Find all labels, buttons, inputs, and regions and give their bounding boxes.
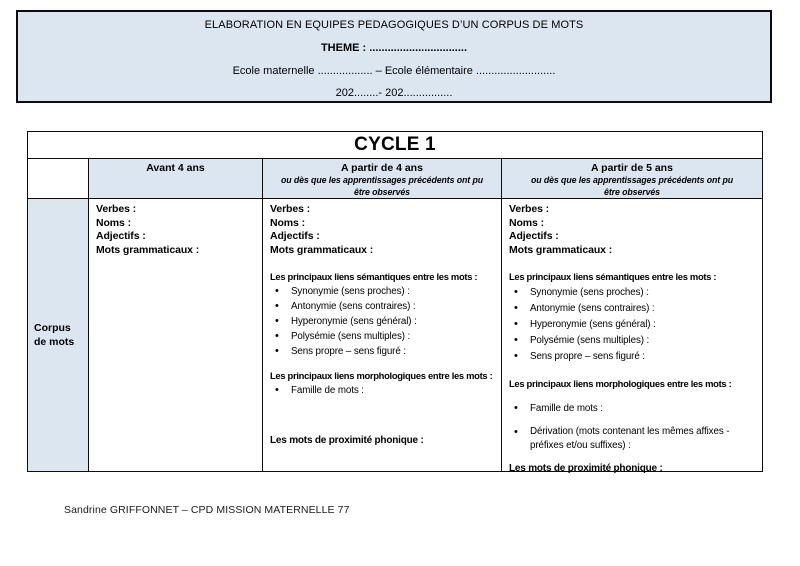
semantic-links-heading: Les principaux liens sémantiques entre les mots : (509, 271, 717, 282)
bullet-antonymie: • Antonymie (sens contraires) : (270, 299, 495, 314)
bullet-synonymie: • Synonymie (sens proches) : (509, 285, 756, 300)
header-box (16, 10, 772, 103)
category-noms: Noms : (96, 216, 131, 229)
bullet-sens-propre-figure: • Sens propre – sens figuré : (509, 349, 756, 364)
footer-credit: Sandrine GRIFFONNET – CPD MISSION MATERNELLE 77 (64, 504, 350, 516)
category-adjectifs: Adjectifs : (270, 230, 320, 242)
semantic-links-heading: Les principaux liens sémantiques entre les mots : (270, 271, 478, 282)
document-title: ELABORATION EN EQUIPES PEDAGOGIQUES D’UN CORPUS DE MOTS (204, 19, 584, 31)
category-adjectifs: Adjectifs : (509, 230, 559, 242)
bullet-polysemie: • Polysémie (sens multiples) : (270, 329, 495, 344)
header-cell-empty (28, 159, 88, 198)
category-mots-grammaticaux: Mots grammaticaux : (96, 243, 200, 256)
years-line: 202........- 202................ (335, 87, 453, 99)
header-cell-a-partir-de-4-ans (262, 159, 501, 198)
category-mots-grammaticaux: Mots grammaticaux : (270, 243, 374, 256)
bullet-sens-propre-figure: • Sens propre – sens figuré : (270, 344, 495, 359)
category-verbes: Verbes : (96, 203, 137, 215)
table-title-row (28, 132, 762, 158)
category-verbes: Verbes : (270, 203, 311, 215)
column-header-label: Avant 4 ans (146, 162, 205, 174)
bullet-hyperonymie: • Hyperonymie (sens général) : (270, 314, 495, 329)
cell-a-partir-de-4-ans (262, 199, 501, 471)
morphological-links-heading: Les principaux liens morphologiques entre les mots : (509, 377, 732, 389)
header-cell-avant-4-ans (88, 159, 262, 198)
row-label-corpus-de-mots: Corpus de mots (28, 199, 88, 471)
table-body-row (28, 198, 762, 474)
bullet-famille-de-mots: • Famille de mots : (509, 401, 756, 416)
bullet-famille-de-mots: • Famille de mots : (270, 383, 495, 398)
category-noms: Noms : (270, 216, 305, 229)
bullet-synonymie: • Synonymie (sens proches) : (270, 284, 495, 299)
cell-a-partir-de-5-ans (501, 199, 762, 474)
morphological-links-heading: Les principaux liens morphologiques entre les mots : (270, 369, 493, 381)
category-noms: Noms : (509, 216, 544, 229)
column-header-subtitle: être observés (604, 186, 660, 197)
category-verbes: Verbes : (509, 203, 550, 215)
bullet-polysemie: • Polysémie (sens multiples) : (509, 333, 756, 348)
bullet-antonymie: • Antonymie (sens contraires) : (509, 301, 756, 316)
column-header-subtitle: être observés (354, 186, 410, 197)
phonic-proximity-heading: Les mots de proximité phonique : (270, 435, 424, 446)
category-adjectifs: Adjectifs : (96, 230, 146, 242)
column-header-label: A partir de 5 ans (591, 162, 673, 174)
column-header-subtitle: ou dès que les apprentissages précédents ont pu (280, 175, 484, 185)
column-header-label: A partir de 4 ans (341, 162, 423, 174)
theme-line: THEME : ................................ (320, 42, 468, 54)
column-header-subtitle: ou dès que les apprentissages précédents ont pu (530, 175, 734, 185)
table-header-row (28, 158, 762, 198)
table-title: CYCLE 1 (354, 134, 436, 155)
phonic-proximity-heading: Les mots de proximité phonique : (509, 463, 663, 474)
header-cell-a-partir-de-5-ans (501, 159, 762, 198)
cycle1-table (27, 131, 763, 472)
cell-avant-4-ans (88, 199, 262, 471)
bullet-hyperonymie: • Hyperonymie (sens général) : (509, 317, 756, 332)
category-mots-grammaticaux: Mots grammaticaux : (509, 243, 613, 256)
bullet-derivation: • Dérivation (mots contenant les mêmes affixes - préfixes et/ou suffixes) : (509, 425, 756, 453)
schools-line: Ecole maternelle .................. – Ecole élémentaire .......................... (232, 65, 556, 77)
